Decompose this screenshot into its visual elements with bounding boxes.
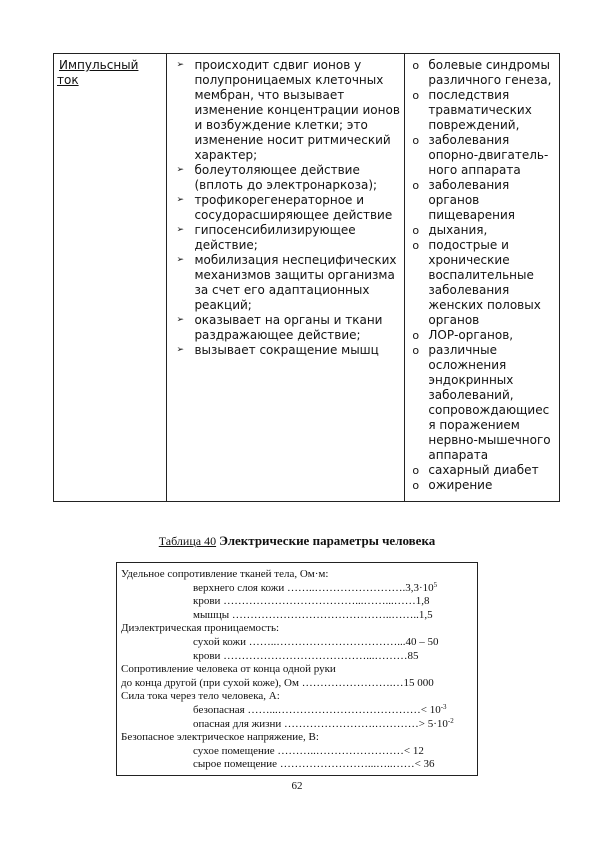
param-dots: ……………………………………..…….. [231,608,419,621]
param-label: крови [193,595,221,608]
param-label: до конца другой (при сухой коже), Ом [121,676,299,689]
electrical-params-box [116,562,478,776]
param-dots: ……..……………………………... [248,635,406,648]
param-value: 3,3·10 [405,581,434,594]
param-exponent: 5 [433,580,438,589]
param-value: < 12 [403,744,424,757]
param-label: верхнего слоя кожи [193,581,285,594]
list-item: o дыхания, [408,223,556,238]
param-row [121,704,477,718]
effects-list [170,58,401,358]
list-item: o сахарный диабет [408,463,556,478]
param-dots: ……..……………………. [287,581,406,594]
param-label: крови [193,649,221,662]
caption-label: Таблица 40 [158,534,217,548]
param-dots: ………………………………...……...…… [223,595,416,608]
list-item: o заболевания органов пищеварения [408,178,556,223]
param-dots: …………………….………… [283,717,419,730]
param-label: опасная для жизни [193,717,282,730]
param-value: 1,8 [415,595,430,608]
param-value: 1,5 [418,608,433,621]
list-item: o ЛОР-органов, [408,328,556,343]
voltage-header: Безопасное электрическое напряжение, В: [121,731,319,744]
param-dots: ……………………...…..…… [279,758,415,771]
permittivity-header: Диэлектрическая проницаемость: [121,622,280,635]
indications-list [408,58,556,493]
param-row [121,745,477,759]
list-item: ➢ гипосенсибилизирующее действие; [170,223,401,253]
param-dots: ……...………………………………… [247,703,421,716]
table-row [54,54,560,502]
param-row [121,609,477,623]
param-value: 15 000 [403,676,434,689]
param-row [121,636,477,650]
param-label: мышцы [193,608,230,621]
resistance-header: Удельное сопротивление тканей тела, Ом·м: [121,568,329,580]
param-row [121,718,477,732]
list-item: ➢ оказывает на органы и ткани раздражающее действие; [170,313,401,343]
table-caption [0,533,594,549]
param-label: сухой кожи [193,635,246,648]
param-row [121,677,477,691]
param-label: сырое помещение [193,758,278,771]
effects-cell [167,54,405,502]
param-label: безопасная [193,703,245,716]
param-value: < 36 [414,758,435,771]
list-item: o ожирение [408,478,556,493]
param-dots: …………………….… [301,676,404,689]
param-row [121,595,477,609]
param-row [121,758,477,772]
param-exponent: -3 [440,702,447,711]
param-value: > 5·10 [418,717,448,730]
electrotherapy-table [53,53,560,502]
list-item: ➢ болеутоляющее действие (вплоть до электронаркоза); [170,163,401,193]
caption-title: Электрические параметры человека [219,533,436,548]
list-item: ➢ трофикорегенераторное и сосудорасширяющее действие [170,193,401,223]
param-label: сухое помещение [193,744,275,757]
list-item: o болевые синдромы различного генеза, [408,58,556,88]
page-number: 62 [291,780,303,792]
list-item: ➢ происходит сдвиг ионов у полупроницаемых клеточных мембран, что вызывает изменение концентрации ионов и возбуждение клетки; это изменение носит ритмический характер; [170,58,401,163]
list-item: o различные осложнения эндокринных заболеваний, сопровождающиес я поражением нервно-мышечного аппарата [408,343,556,463]
param-row [121,650,477,664]
param-value: < 10 [420,703,441,716]
current-header: Сила тока через тело человека, А: [121,690,280,703]
list-item: o подострые и хронические воспалительные заболевания женских половых органов [408,238,556,328]
param-dots: …………………………………...……… [223,649,408,662]
current-type-cell [54,54,167,502]
param-dots: ………..…………………… [277,744,404,757]
list-item: ➢ вызывает сокращение мышц [170,343,401,358]
param-exponent: -2 [447,716,454,725]
current-type-label: Импульсный ток [57,58,139,87]
list-item: o последствия травматических повреждений, [408,88,556,133]
indications-cell [405,54,560,502]
param-row [121,582,477,596]
list-item: ➢ мобилизация неспецифических механизмов защиты организма за счет его адаптационных реакций; [170,253,401,313]
param-value: 85 [407,649,419,662]
param-value: 40 – 50 [405,635,439,648]
body-resistance-header: Сопротивление человека от конца одной руки [121,663,336,676]
list-item: o заболевания опорно-двигатель-ного аппарата [408,133,556,178]
